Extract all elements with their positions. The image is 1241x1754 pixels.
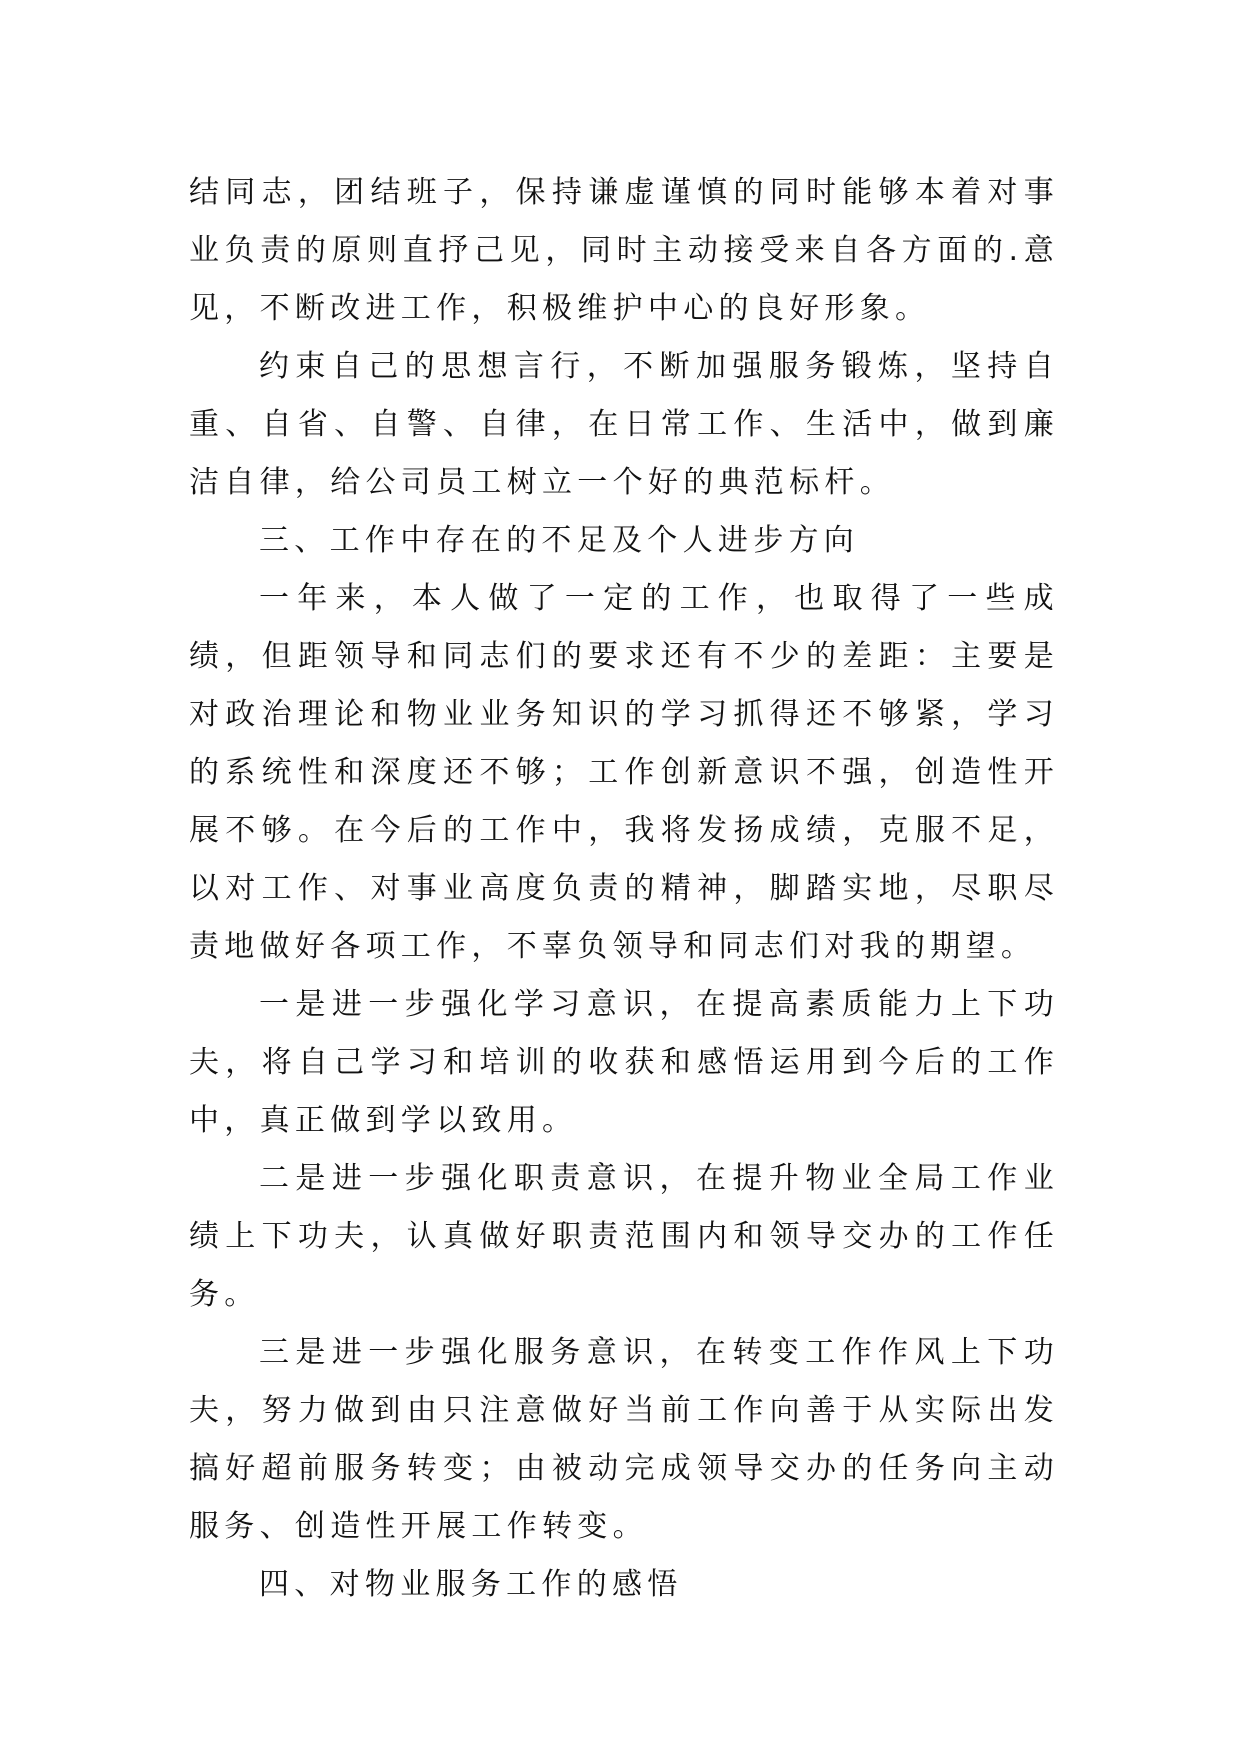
paragraph-point-two: 二是进一步强化职责意识，在提升物业全局工作业绩上下功夫，认真做好职责范围内和领导交办的工作任务。 (189, 1161, 1059, 1312)
section-heading-reflections: 四、对物业服务工作的感悟 (259, 1567, 683, 1602)
paragraph-shortcomings: 一年来，本人做了一定的工作，也取得了一些成绩，但距领导和同志们的要求还有不少的差距：主要是对政治理论和物业业务知识的学习抓得还不够紧，学习的系统性和深度还不够；工作创新意识不强，创造性开展不够。在今后的工作中，我将发扬成绩，克服不足，以对工作、对事业高度负责的精神，脚踏实地，尽职尽责地做好各项工作，不辜负领导和同志们对我的期望。 (189, 581, 1059, 964)
paragraph-continued: 结同志，团结班子，保持谦虚谨慎的同时能够本着对事业负责的原则直抒己见，同时主动接受来自各方面的.意见，不断改进工作，积极维护中心的良好形象。 (189, 175, 1059, 326)
paragraph-point-three: 三是进一步强化服务意识，在转变工作作风上下功夫，努力做到由只注意做好当前工作向善于从实际出发搞好超前服务转变；由被动完成领导交办的任务向主动服务、创造性开展工作转变。 (189, 1335, 1059, 1544)
paragraph-point-one: 一是进一步强化学习意识，在提高素质能力上下功夫，将自己学习和培训的收获和感悟运用到今后的工作中，真正做到学以致用。 (189, 987, 1059, 1138)
document-body (189, 164, 1059, 1614)
section-heading-shortcomings: 三、工作中存在的不足及个人进步方向 (259, 523, 860, 558)
paragraph-self-discipline: 约束自己的思想言行，不断加强服务锻炼，坚持自重、自省、自警、自律，在日常工作、生活中，做到廉洁自律，给公司员工树立一个好的典范标杆。 (189, 349, 1059, 500)
